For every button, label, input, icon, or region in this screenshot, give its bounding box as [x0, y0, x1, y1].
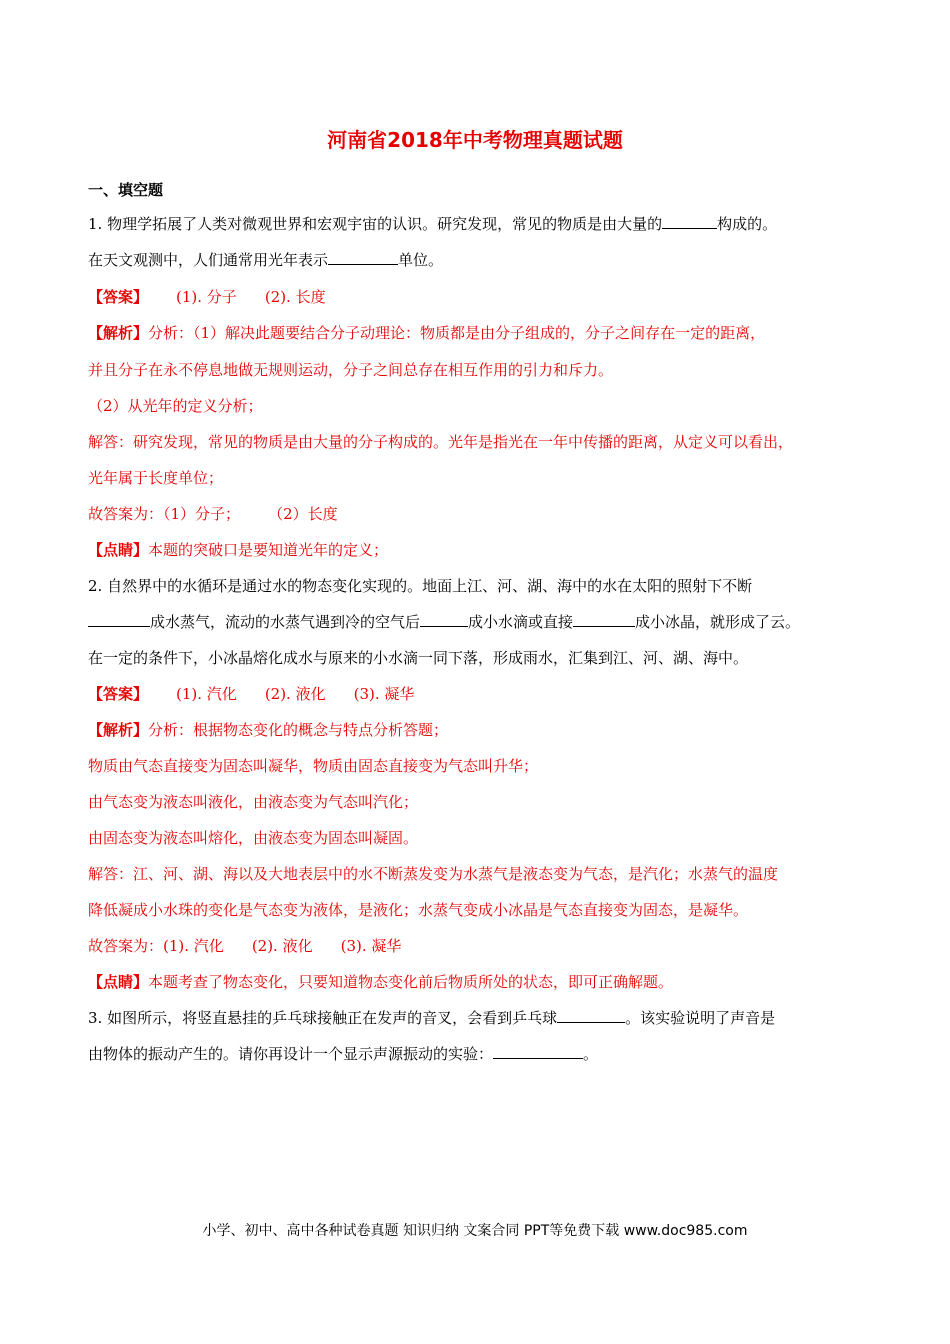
q3-text-d: 。	[583, 1045, 599, 1063]
q2-analysis-4: 由固态变为液态叫熔化，由液态变为固态叫凝固。	[88, 829, 419, 847]
answer-blank	[557, 1008, 625, 1023]
q3-text-b: 。该实验说明了声音是	[625, 1009, 776, 1027]
q2-ans-1: (1). 汽化	[176, 685, 237, 703]
answer-blank	[573, 612, 635, 627]
q2-answer	[88, 684, 878, 704]
q1-analysis-1	[88, 323, 878, 343]
q2-final-2: (2). 液化	[251, 937, 313, 955]
q1-ans-1: (1). 分子	[176, 288, 237, 306]
q2-solution-1: 解答：江、河、湖、海以及大地表层中的水不断蒸发变为水蒸气是液态变为气态，是汽化；水蒸气的温度	[88, 865, 779, 883]
page-footer: 小学、初中、高中各种试卷真题 知识归纳 文案合同 PPT等免费下载 www.doc985.com	[202, 1223, 748, 1239]
q2-analysis-text-1: 分析：根据物态变化的概念与特点分析答题；	[148, 721, 449, 739]
q3-line-1	[88, 1008, 878, 1028]
section-heading: 一、填空题	[88, 181, 164, 199]
q1-final-1: （1）分子；	[163, 505, 241, 523]
q1-answer	[88, 287, 878, 307]
q2-analysis-2: 物质由气态直接变为固态叫凝华，物质由固态直接变为气态叫升华；	[88, 757, 539, 775]
q2-text-c: 成小水滴或直接	[468, 613, 574, 631]
q2-final-1: (1). 汽化	[163, 937, 224, 955]
analysis-tag: 【解析】	[88, 721, 149, 739]
answer-blank	[88, 612, 150, 627]
answer-blank	[493, 1044, 583, 1059]
q1-analysis-2: 并且分子在永不停息地做无规则运动，分子之间总存在相互作用的引力和斥力。	[88, 361, 614, 379]
q2-tip-text: 本题考查了物态变化，只要知道物态变化前后物质所处的状态，即可正确解题。	[148, 973, 674, 991]
tip-tag: 【点睛】	[88, 973, 149, 991]
q1-solution-2: 光年属于长度单位；	[88, 469, 224, 487]
q2-ans-2: (2). 液化	[264, 685, 326, 703]
answer-tag: 【答案】	[88, 685, 149, 703]
q3-text-c: 由物体的振动产生的。请你再设计一个显示声源振动的实验：	[88, 1045, 494, 1063]
q1-text-d: 单位。	[398, 251, 444, 269]
q2-text-b: 成水蒸气，流动的水蒸气遇到冷的空气后	[150, 613, 421, 631]
q1-solution-1: 解答：研究发现，常见的物质是由大量的分子构成的。光年是指光在一年中传播的距离，从定义可以看出，	[88, 433, 794, 451]
answer-blank	[328, 250, 398, 265]
q2-final-3: (3). 凝华	[340, 937, 402, 955]
q1-tip-text: 本题的突破口是要知道光年的定义；	[148, 541, 389, 559]
q1-final-2: （2）长度	[268, 505, 338, 523]
q3-line-2	[88, 1044, 878, 1064]
q1-text-b: 构成的。	[717, 215, 778, 233]
q1-analysis-3: （2）从光年的定义分析；	[88, 397, 263, 415]
q2-line-1: 2. 自然界中的水循环是通过水的物态变化实现的。地面上江、河、湖、海中的水在太阳的照射下不断	[88, 577, 753, 595]
answer-blank	[420, 612, 468, 627]
q2-ans-3: (3). 凝华	[353, 685, 415, 703]
final-prefix: 故答案为：	[88, 937, 164, 955]
tip-tag: 【点睛】	[88, 541, 149, 559]
q1-text-c: 在天文观测中，人们通常用光年表示	[88, 251, 329, 269]
q3-text-a: 3. 如图所示，将竖直悬挂的乒乓球接触正在发声的音叉，会看到乒乓球	[88, 1009, 558, 1027]
q1-final	[88, 504, 878, 524]
q1-ans-2: (2). 长度	[264, 288, 326, 306]
q2-text-d: 成小冰晶，就形成了云。	[635, 613, 801, 631]
q1-line-2	[88, 250, 878, 270]
q2-analysis-3: 由气态变为液态叫液化，由液态变为气态叫汽化；	[88, 793, 419, 811]
q1-line-1	[88, 214, 878, 234]
q2-analysis-1	[88, 720, 878, 740]
q1-text-a: 1. 物理学拓展了人类对微观世界和宏观宇宙的认识。研究发现，常见的物质是由大量的	[88, 215, 663, 233]
q2-tip	[88, 972, 878, 992]
analysis-tag: 【解析】	[88, 324, 149, 342]
q2-line-3: 在一定的条件下，小冰晶熔化成水与原来的小水滴一同下落，形成雨水，汇集到江、河、湖、海中。	[88, 649, 749, 667]
page-title: 河南省2018年中考物理真题试题	[327, 128, 623, 152]
q2-final	[88, 936, 878, 956]
answer-tag: 【答案】	[88, 288, 149, 306]
q1-tip	[88, 540, 878, 560]
final-prefix: 故答案为：	[88, 505, 164, 523]
q2-solution-2: 降低凝成小水珠的变化是气态变为液体，是液化；水蒸气变成小冰晶是气态直接变为固态，是凝华。	[88, 901, 749, 919]
q1-analysis-text-1: 分析：（1）解决此题要结合分子动理论：物质都是由分子组成的，分子之间存在一定的距离，	[148, 324, 766, 342]
q2-line-2	[88, 612, 878, 632]
answer-blank	[662, 214, 717, 229]
